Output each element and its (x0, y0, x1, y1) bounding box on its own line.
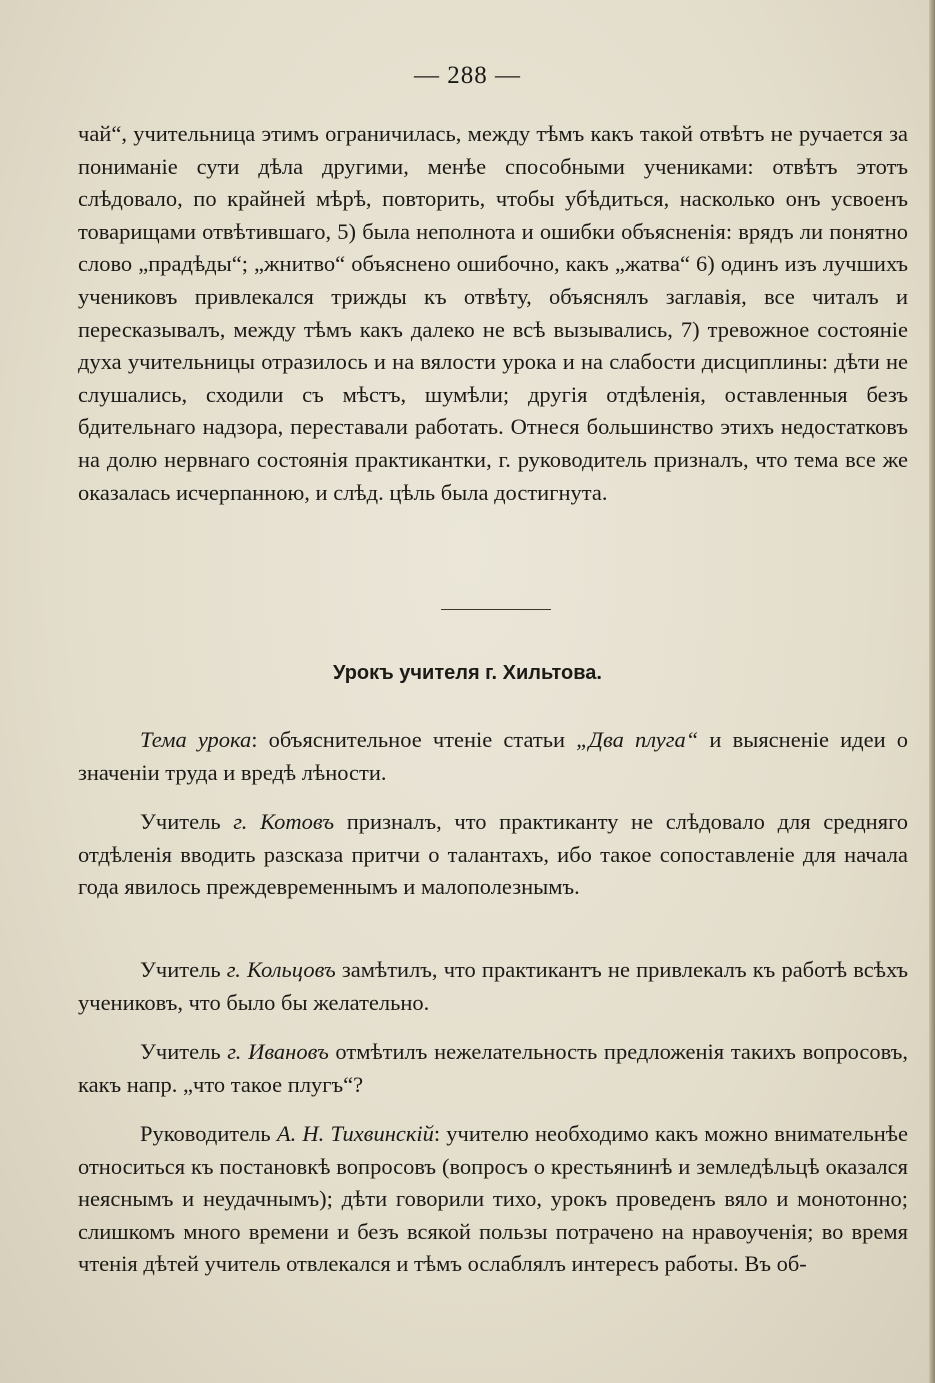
remark-lead: Учитель (140, 1039, 228, 1064)
remark-text: призналъ, что практиканту не слѣдовало для средняго отдѣленія вводить разсказа притчи о талантахъ, ибо такое сопоставленіе для начала года явилось преждевременнымъ и малополезнымъ. (78, 809, 908, 900)
topic-label: Тема урока (140, 727, 252, 752)
remark-text: замѣтилъ, что практикантъ не привлекалъ къ работѣ всѣхъ учениковъ, что было бы желательно. (78, 957, 908, 1015)
topic-text-a: объяснительное чтеніе статьи (268, 727, 577, 752)
remark-kotov (78, 806, 908, 904)
article-title: „Два плуга“ (576, 727, 699, 752)
remark-text: : учителю необходимо какъ можно внимательнѣе относиться къ постановкѣ вопросовъ (вопросъ о крестьянинѣ и земледѣльцѣ оказался неяснымъ и неудачнымъ); дѣти говорили тихо, урокъ проведенъ вяло и монотонно; слишкомъ много времени и безъ всякой пользы потрачено на нравоученія; во время чтенія дѣтей учитель отвлекался и тѣмъ ослаблялъ интересъ работы. Въ об- (78, 1121, 908, 1277)
remark-lead: Учитель (140, 809, 234, 834)
speaker-name: г. Кольцовъ (226, 957, 336, 982)
page-number: — 288 — (414, 62, 521, 89)
speaker-name: г. Ивановъ (227, 1039, 329, 1064)
remark-koltsov (78, 954, 908, 1019)
topic-text-b: и выясненіе идеи о значеніи труда и вредѣ лѣности. (78, 727, 909, 785)
remark-ivanov (78, 1036, 908, 1101)
page-edge-shadow (929, 0, 935, 1383)
lesson-topic-paragraph (78, 724, 908, 789)
speaker-name: А. Н. Тихвинскій (276, 1121, 434, 1146)
remark-lead: Руководитель (140, 1121, 277, 1146)
section-heading: Урокъ учителя г. Хильтова. (333, 662, 602, 684)
remark-tikhvinsky (78, 1118, 908, 1281)
paragraph-continuation: чай“, учительница этимъ ограничилась, между тѣмъ какъ такой отвѣтъ не ручается за пониманіе сути дѣла другими, менѣе способными учениками: отвѣтъ этотъ слѣдовало, по крайней мѣрѣ, повторить, чтобы убѣдиться, насколько онъ усвоенъ товарищами отвѣтившаго, 5) была неполнота и ошибки объясненія: врядъ ли понятно слово „прадѣды“; „жнитво“ объяснено ошибочно, какъ „жатва“ 6) одинъ изъ лучшихъ учениковъ привлекался трижды къ отвѣту, объяснялъ заглавія, все читалъ и пересказывалъ, между тѣмъ какъ далеко не всѣ вызывались, 7) тревожное состояніе духа учительницы отразилось и на вялости урока и на слабости дисциплины: дѣти не слушались, сходили съ мѣстъ, шумѣли; другія отдѣленія, оставленныя безъ бдительнаго надзора, переставали работать. Отнеся большинство этихъ недостатковъ на долю нервнаго состоянія практикантки, г. руководитель призналъ, что тема все же оказалась исчерпанною, и слѣд. цѣль была достигнута. (78, 121, 908, 505)
remark-lead: Учитель (140, 957, 227, 982)
remark-text: отмѣтилъ нежелательность предложенія такихъ вопросовъ, какъ напр. „что такое плугъ“? (78, 1039, 908, 1097)
section-divider (441, 609, 551, 610)
topic-colon: : (251, 727, 269, 752)
speaker-name: г. Котовъ (233, 809, 335, 834)
